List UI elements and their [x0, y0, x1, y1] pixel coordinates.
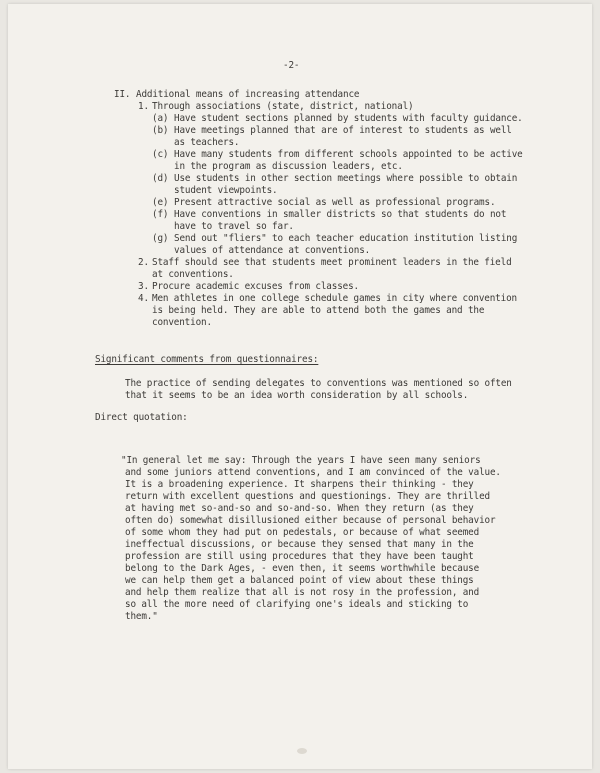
- item-2-number: 2.: [138, 257, 149, 268]
- quote-line: return with excellent questions and questionings. They are thrilled: [125, 491, 490, 502]
- item-3-number: 3.: [138, 281, 149, 292]
- subitem-c-line: in the program as discussion leaders, etc.: [174, 161, 403, 172]
- item-4-line: convention.: [152, 317, 212, 328]
- comments-paragraph-line: that it seems to be an idea worth consideration by all schools.: [125, 390, 469, 401]
- item-1-number: 1.: [138, 101, 149, 112]
- subitem-g-letter: (g): [152, 233, 169, 244]
- quote-line: often do) somewhat disillusioned either because of personal behavior: [125, 515, 496, 526]
- subitem-d-letter: (d): [152, 173, 169, 184]
- section-heading: Additional means of increasing attendance: [136, 89, 360, 100]
- subitem-f-line: have to travel so far.: [174, 221, 294, 232]
- subitem-c-letter: (c): [152, 149, 169, 160]
- document-page: [8, 4, 592, 769]
- page-number: -2-: [283, 60, 300, 71]
- direct-quotation-label: Direct quotation:: [95, 412, 188, 423]
- quote-line: It is a broadening experience. It sharpens their thinking - they: [125, 479, 474, 490]
- quote-line: profession are still using procedures that they have been taught: [125, 551, 474, 562]
- item-2-line: Staff should see that students meet prominent leaders in the field: [152, 257, 512, 268]
- quote-line: and some juniors attend conventions, and I am convinced of the value.: [125, 467, 501, 478]
- subitem-f-line: Have conventions in smaller districts so that students do not: [174, 209, 507, 220]
- comments-heading: Significant comments from questionnaires:: [95, 354, 319, 365]
- subitem-e-line: Present attractive social as well as professional programs.: [174, 197, 496, 208]
- comments-paragraph-line: The practice of sending delegates to conventions was mentioned so often: [125, 378, 512, 389]
- subitem-a-line: Have student sections planned by students with faculty guidance.: [174, 113, 523, 124]
- subitem-d-line: student viewpoints.: [174, 185, 278, 196]
- quote-line: "In general let me say: Through the years I have seen many seniors: [121, 455, 481, 466]
- subitem-b-letter: (b): [152, 125, 169, 136]
- quote-line: and help them realize that all is not rosy in the profession, and: [125, 587, 480, 598]
- item-3-line: Procure academic excuses from classes.: [152, 281, 359, 292]
- section-numeral: II.: [114, 89, 131, 100]
- quote-line: of some whom they had put on pedestals, or because of what seemed: [125, 527, 480, 538]
- quote-line: ineffectual discussions, or because they sensed that many in the: [125, 539, 474, 550]
- quote-line: at having met so-and-so and so-and-so. When they return (as they: [125, 503, 474, 514]
- subitem-g-line: values of attendance at conventions.: [174, 245, 371, 256]
- subitem-d-line: Use students in other section meetings where possible to obtain: [174, 173, 518, 184]
- subitem-c-line: Have many students from different schools appointed to be active: [174, 149, 523, 160]
- item-4-line: is being held. They are able to attend both the games and the: [152, 305, 485, 316]
- subitem-b-line: as teachers.: [174, 137, 240, 148]
- quote-line: belong to the Dark Ages, - even then, it seems worthwhile because: [125, 563, 480, 574]
- item-2-line: at conventions.: [152, 269, 234, 280]
- subitem-g-line: Send out "fliers" to each teacher education institution listing: [174, 233, 518, 244]
- subitem-f-letter: (f): [152, 209, 169, 220]
- subitem-e-letter: (e): [152, 197, 169, 208]
- item-4-line: Men athletes in one college schedule games in city where convention: [152, 293, 517, 304]
- quote-line: we can help them get a balanced point of view about these things: [125, 575, 474, 586]
- subitem-a-letter: (a): [152, 113, 169, 124]
- item-1-text: Through associations (state, district, national): [152, 101, 414, 112]
- quote-line: so all the more need of clarifying one's ideals and sticking to: [125, 599, 469, 610]
- item-4-number: 4.: [138, 293, 149, 304]
- typewritten-text: [8, 4, 592, 769]
- subitem-b-line: Have meetings planned that are of interest to students as well: [174, 125, 512, 136]
- quote-line: them.": [125, 611, 158, 622]
